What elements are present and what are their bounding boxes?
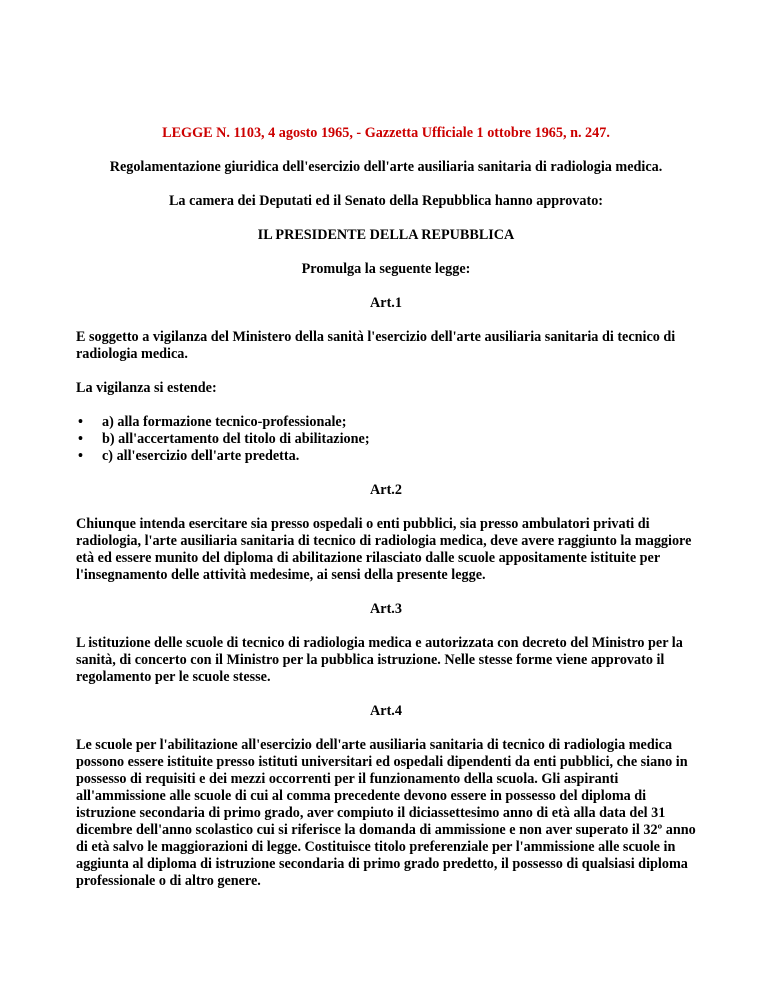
president-heading: IL PRESIDENTE DELLA REPUBBLICA <box>257 227 515 243</box>
bullet-icon: • <box>78 431 83 447</box>
law-subtitle: Regolamentazione giuridica dell'esercizio dell'arte ausiliaria sanitaria di radiologia medica. <box>109 159 663 175</box>
article-3-paragraph: L istituzione delle scuole di tecnico di radiologia medica e autorizzata con decreto del Ministro per la sanità, di concerto con il Ministro per la pubblica istruzione. Nelle stesse forme viene approvato il regolamento per le scuole stesse. <box>76 635 683 685</box>
document-body <box>76 125 696 890</box>
bullet-icon: • <box>78 414 83 430</box>
article-1-heading: Art.1 <box>370 295 402 311</box>
article-2-heading: Art.2 <box>370 482 402 498</box>
article-2-paragraph: Chiunque intenda esercitare sia presso ospedali o enti pubblici, sia presso ambulatori privati di radiologia, l'arte ausiliaria sanitaria di tecnico di radiologia medica, deve avere raggiunto la maggiore età ed essere munito del diploma di abilitazione rilasciato dalle scuole appositamente istituite per l'insegnamento delle attività medesime, ai sensi della presente legge. <box>76 516 692 583</box>
list-item: • c) all'esercizio dell'arte predetta. <box>78 448 300 464</box>
article-4-paragraph: Le scuole per l'abilitazione all'esercizio dell'arte ausiliaria sanitaria di tecnico di radiologia medica possono essere istituite presso istituti universitari ed ospedali dipendenti da enti pubblici, che siano in possesso di requisiti e dei mezzi occorrenti per il funzionamento della scuola. Gli aspiranti all'ammissione alle scuole di cui al comma precedente devono essere in possesso del diploma di istruzione secondaria di primo grado, aver compiuto il diciassettesimo anno di età alla data del 31 dicembre dell'anno scolastico cui si riferisce la domanda di ammissione e non aver superato il 32º anno di età salvo le maggiorazioni di legge. Costituisce titolo preferenziale per l'ammissione alle scuole in aggiunta al diploma di istruzione secondaria di primo grado predetto, il possesso di qualsiasi diploma professionale o di altro genere. <box>76 737 696 889</box>
promulgation-statement: Promulga la seguente legge: <box>301 261 471 277</box>
article-1-vigilance-intro: La vigilanza si estende: <box>76 380 217 396</box>
article-4-heading: Art.4 <box>370 703 402 719</box>
list-item: • b) all'accertamento del titolo di abilitazione; <box>78 431 370 447</box>
list-item: • a) alla formazione tecnico-professionale; <box>78 414 347 430</box>
article-3-heading: Art.3 <box>370 601 402 617</box>
article-1-list <box>76 414 696 465</box>
law-title: LEGGE N. 1103, 4 agosto 1965, - Gazzetta Ufficiale 1 ottobre 1965, n. 247. <box>162 125 610 141</box>
article-1-paragraph: E soggetto a vigilanza del Ministero della sanità l'esercizio dell'arte ausiliaria sanitaria di tecnico di radiologia medica. <box>76 329 676 362</box>
approval-statement: La camera dei Deputati ed il Senato della Repubblica hanno approvato: <box>168 193 604 209</box>
bullet-icon: • <box>78 448 83 464</box>
